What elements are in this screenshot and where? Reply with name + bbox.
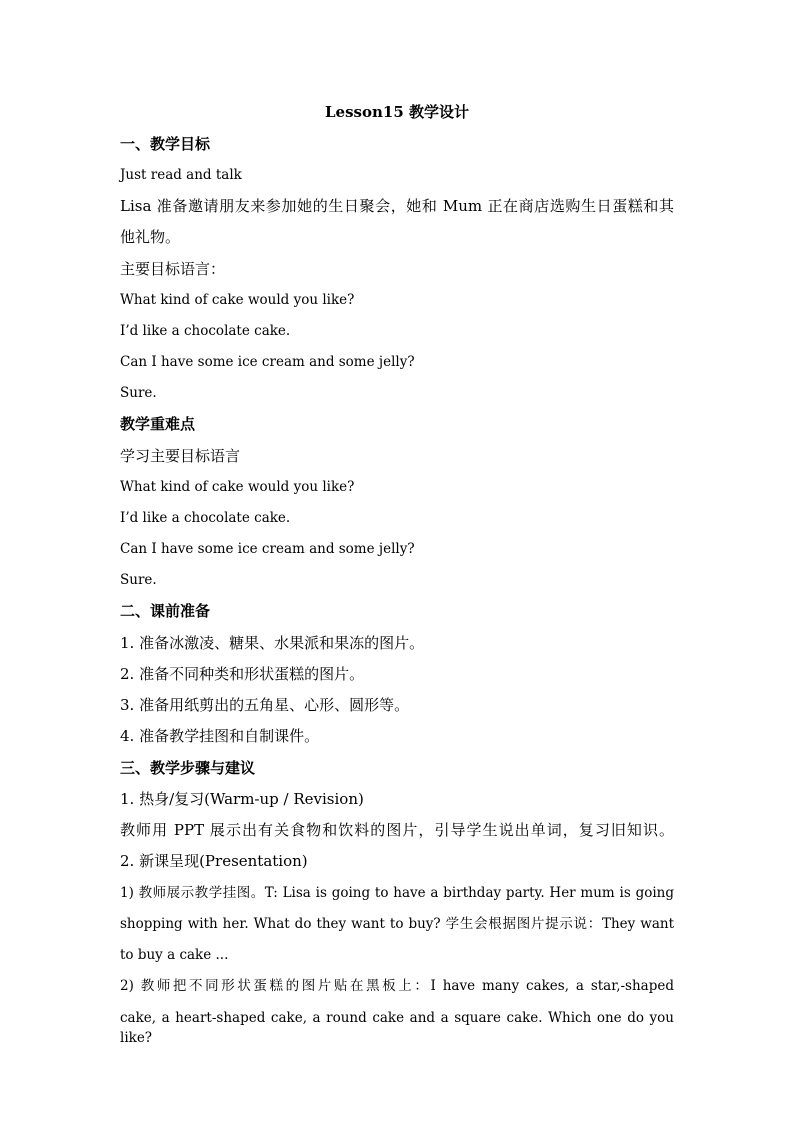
text-line: 1) 教师展示教学挂图。T: Lisa is going to have a birthday party. Her mum is going [120, 885, 674, 901]
section-heading-steps: 三、教学步骤与建议 [120, 759, 256, 777]
section-heading-key-points: 教学重难点 [120, 415, 196, 433]
text-line: 2) 教师把不同形状蛋糕的图片贴在黑板上：I have many cakes, a star,-shaped [120, 978, 674, 994]
text-line: Just read and talk [120, 167, 242, 183]
document-title: Lesson15 教学设计 [325, 103, 469, 121]
text-line: What kind of cake would you like? [120, 292, 355, 308]
section-heading-objectives: 一、教学目标 [120, 135, 211, 153]
list-item: 3. 准备用纸剪出的五角星、心形、圆形等。 [120, 696, 410, 714]
text-line: I’d like a chocolate cake. [120, 323, 291, 339]
text-line: 教师用 PPT 展示出有关食物和饮料的图片，引导学生说出单词，复习旧知识。 [120, 821, 674, 839]
text-line: I’d like a chocolate cake. [120, 510, 291, 526]
text-line: 他礼物。 [120, 228, 181, 246]
text-line: Sure. [120, 572, 157, 588]
text-line: 学习主要目标语言 [120, 447, 241, 465]
text-line: What kind of cake would you like? [120, 479, 355, 495]
list-item: 2. 准备不同种类和形状蛋糕的图片。 [120, 665, 365, 683]
text-line: Can I have some ice cream and some jelly? [120, 541, 415, 557]
list-item: 4. 准备教学挂图和自制课件。 [120, 727, 320, 745]
list-item: 1. 准备冰激凌、糖果、水果派和果冻的图片。 [120, 634, 425, 652]
text-line: cake, a heart-shaped cake, a round cake and a square cake. Which one do you like? [120, 1010, 674, 1046]
list-item: 1. 热身/复习(Warm-up / Revision) [120, 790, 364, 808]
text-line: shopping with her. What do they want to buy? 学生会根据图片提示说：They want [120, 916, 674, 932]
text-line: Can I have some ice cream and some jelly? [120, 354, 415, 370]
text-line: 主要目标语言： [120, 260, 226, 278]
section-heading-preparation: 二、课前准备 [120, 602, 211, 620]
text-line: Lisa 准备邀请朋友来参加她的生日聚会，她和 Mum 正在商店选购生日蛋糕和其 [120, 197, 674, 215]
list-item: 2. 新课呈现(Presentation) [120, 852, 308, 870]
text-line: Sure. [120, 385, 157, 401]
text-line: to buy a cake ... [120, 947, 229, 963]
